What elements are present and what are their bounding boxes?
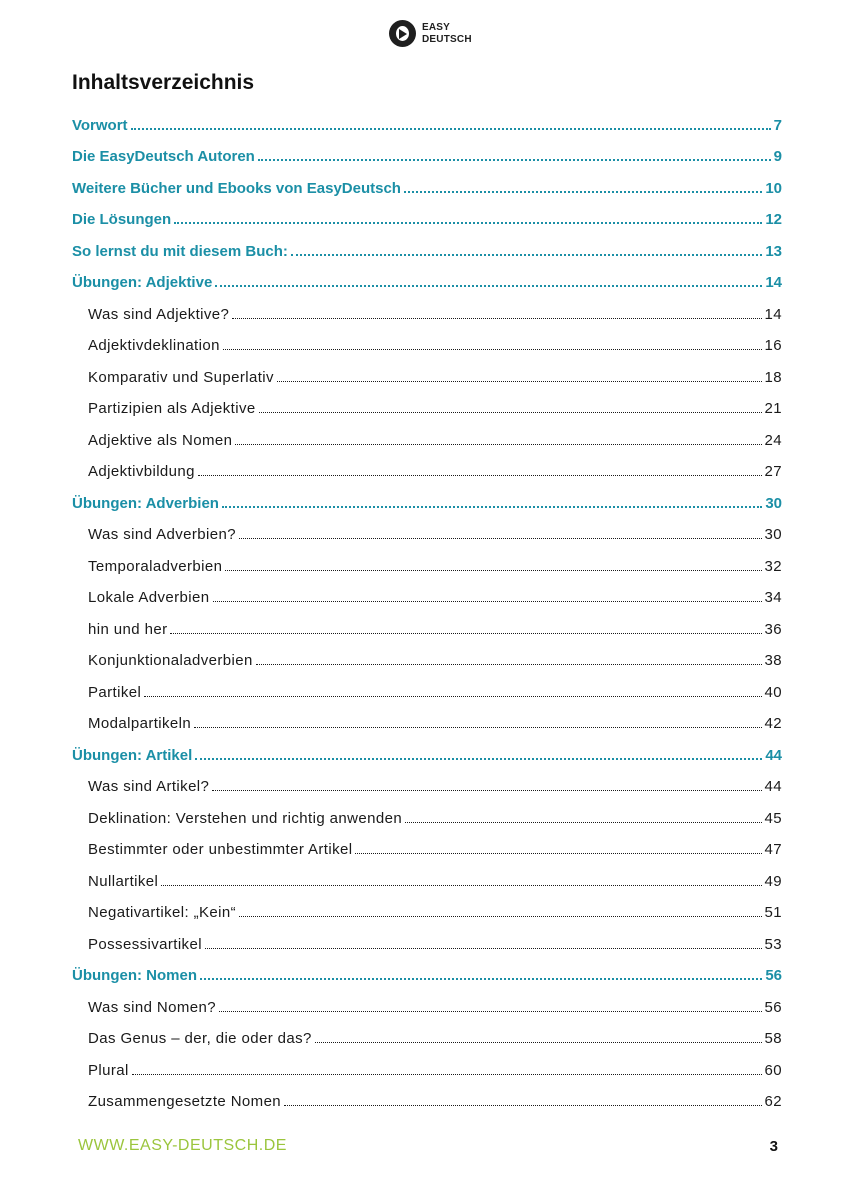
toc-entry-page: 32 [764,557,782,575]
toc-dot-leader [315,1042,762,1043]
toc-dot-leader [284,1105,761,1106]
toc-dot-leader [235,444,761,445]
toc-section-entry[interactable] [72,423,782,455]
toc-entry-page: 14 [764,305,782,323]
toc-section-entry[interactable] [72,612,782,644]
toc-dot-leader [212,790,761,791]
toc-entry-page: 14 [765,274,782,291]
toc-entry-page: 44 [764,778,782,795]
toc-section-entry[interactable] [72,675,782,707]
toc-dot-leader [219,1011,762,1012]
toc-entry-label: Nullartikel [88,872,159,890]
toc-entry-page: 60 [764,1061,782,1079]
toc-entry-page: 51 [764,904,782,921]
toc-chapter-entry[interactable] [72,266,782,298]
toc-dot-leader [215,285,762,287]
toc-entry-label: Possessivartikel [88,935,202,953]
toc-section-entry[interactable] [72,549,782,581]
toc-chapter-entry[interactable] [72,959,782,991]
toc-entry-label: Was sind Nomen? [88,998,216,1016]
toc-entry-label: Lokale Adverbien [88,589,210,606]
toc-entry-label: Konjunktionaladverbien [88,652,253,669]
toc-entry-page: 53 [764,935,782,953]
toc-entry-page: 7 [773,116,782,134]
toc-dot-leader [174,222,762,224]
toc-dot-leader [132,1074,762,1075]
toc-entry-page: 38 [764,652,782,669]
toc-entry-label: Was sind Artikel? [88,778,210,795]
play-bubble-icon [389,20,416,47]
toc-section-entry[interactable] [72,864,782,896]
toc-dot-leader [355,853,761,854]
toc-entry-page: 42 [764,715,782,732]
toc-dot-leader [223,349,762,350]
toc-section-entry[interactable] [72,896,782,928]
toc-section-entry[interactable] [72,927,782,959]
table-of-contents [72,108,782,1116]
toc-dot-leader [161,885,761,886]
toc-dot-leader [259,412,762,413]
toc-section-entry[interactable] [72,1085,782,1117]
toc-section-entry[interactable] [72,329,782,361]
toc-entry-label: Temporaladverbien [88,557,223,575]
logo-line-1: EASY [422,21,451,33]
toc-dot-leader [239,538,762,539]
toc-entry-label: Komparativ und Superlativ [88,368,274,386]
page-title: Inhaltsverzeichnis [72,71,255,94]
toc-entry-page: 13 [765,242,782,260]
toc-chapter-entry[interactable] [72,108,782,140]
toc-dot-leader [200,978,762,980]
toc-entry-label: Übungen: Adjektive [72,274,213,291]
toc-entry-page: 21 [764,400,782,417]
toc-dot-leader [239,916,761,917]
toc-entry-label: Was sind Adjektive? [88,305,230,323]
footer-website-link[interactable]: WWW.EASY-DEUTSCH.DE [78,1137,287,1154]
toc-dot-leader [144,696,761,697]
toc-dot-leader [291,254,762,256]
toc-entry-label: Was sind Adverbien? [88,526,236,543]
toc-entry-label: Adjektivdeklination [88,337,220,354]
toc-entry-page: 24 [764,431,782,449]
toc-dot-leader [404,191,762,193]
toc-dot-leader [195,758,762,760]
toc-section-entry[interactable] [72,455,782,487]
toc-section-entry[interactable] [72,1022,782,1054]
toc-entry-label: Weitere Bücher und Ebooks von EasyDeutsch [72,179,401,197]
logo-line-2: DEUTSCH [422,33,472,45]
toc-section-entry[interactable] [72,297,782,329]
toc-chapter-entry[interactable] [72,738,782,770]
toc-entry-page: 34 [764,589,782,606]
toc-entry-label: Modalpartikeln [88,715,192,732]
toc-entry-label: Übungen: Nomen [72,967,197,984]
toc-entry-page: 30 [765,494,782,512]
toc-entry-label: hin und her [88,620,168,638]
toc-entry-page: 36 [764,620,782,638]
toc-section-entry[interactable] [72,392,782,424]
toc-entry-label: Plural [88,1061,129,1079]
toc-entry-label: Bestimmter oder unbestimmter Artikel [88,841,353,858]
toc-dot-leader [222,506,762,508]
toc-dot-leader [258,159,771,161]
toc-dot-leader [277,381,762,382]
toc-entry-label: Partizipien als Adjektive [88,400,256,417]
toc-entry-page: 44 [765,746,782,764]
toc-dot-leader [198,475,762,476]
toc-entry-label: Partikel [88,683,142,701]
toc-entry-page: 47 [764,841,782,858]
toc-entry-page: 12 [765,211,782,228]
toc-chapter-entry[interactable] [72,486,782,518]
toc-dot-leader [225,570,761,571]
easydeutsch-logo [389,20,472,47]
toc-entry-label: Übungen: Artikel [72,746,193,764]
toc-entry-label: Negativartikel: „Kein“ [88,904,237,921]
toc-dot-leader [131,128,771,130]
toc-chapter-entry[interactable] [72,234,782,266]
toc-entry-label: Zusammengesetzte Nomen [88,1093,282,1110]
page-number: 3 [769,1138,778,1155]
toc-entry-page: 10 [765,179,782,197]
toc-section-entry[interactable] [72,707,782,739]
toc-entry-page: 62 [764,1093,782,1110]
toc-section-entry[interactable] [72,644,782,676]
toc-entry-page: 49 [764,872,782,890]
toc-dot-leader [405,822,761,823]
toc-dot-leader [205,948,762,949]
toc-entry-page: 16 [764,337,782,354]
toc-entry-page: 9 [773,148,782,165]
toc-section-entry[interactable] [72,833,782,865]
toc-section-entry[interactable] [72,518,782,550]
toc-entry-page: 45 [764,809,782,827]
toc-dot-leader [256,664,762,665]
toc-chapter-entry[interactable] [72,140,782,172]
toc-section-entry[interactable] [72,770,782,802]
logo-text [422,22,472,46]
toc-section-entry[interactable] [72,801,782,833]
toc-entry-label: Deklination: Verstehen und richtig anwenden [88,809,403,827]
toc-entry-label: Die EasyDeutsch Autoren [72,148,255,165]
toc-section-entry[interactable] [72,581,782,613]
toc-dot-leader [194,727,761,728]
toc-entry-page: 56 [765,967,782,984]
toc-entry-page: 40 [764,683,782,701]
toc-entry-label: So lernst du mit diesem Buch: [72,242,288,260]
toc-chapter-entry[interactable] [72,171,782,203]
toc-entry-label: Die Lösungen [72,211,172,228]
toc-entry-page: 56 [764,998,782,1016]
toc-dot-leader [213,601,762,602]
toc-entry-label: Übungen: Adverbien [72,494,219,512]
toc-section-entry[interactable] [72,1053,782,1085]
toc-dot-leader [232,318,761,319]
toc-entry-label: Das Genus – der, die oder das? [88,1030,312,1047]
toc-entry-label: Adjektivbildung [88,463,195,480]
toc-entry-page: 30 [764,526,782,543]
toc-section-entry[interactable] [72,990,782,1022]
toc-entry-label: Adjektive als Nomen [88,431,233,449]
toc-entry-page: 18 [764,368,782,386]
toc-entry-page: 27 [764,463,782,480]
toc-section-entry[interactable] [72,360,782,392]
toc-chapter-entry[interactable] [72,203,782,235]
toc-dot-leader [170,633,761,634]
toc-entry-label: Vorwort [72,116,128,134]
toc-entry-page: 58 [764,1030,782,1047]
